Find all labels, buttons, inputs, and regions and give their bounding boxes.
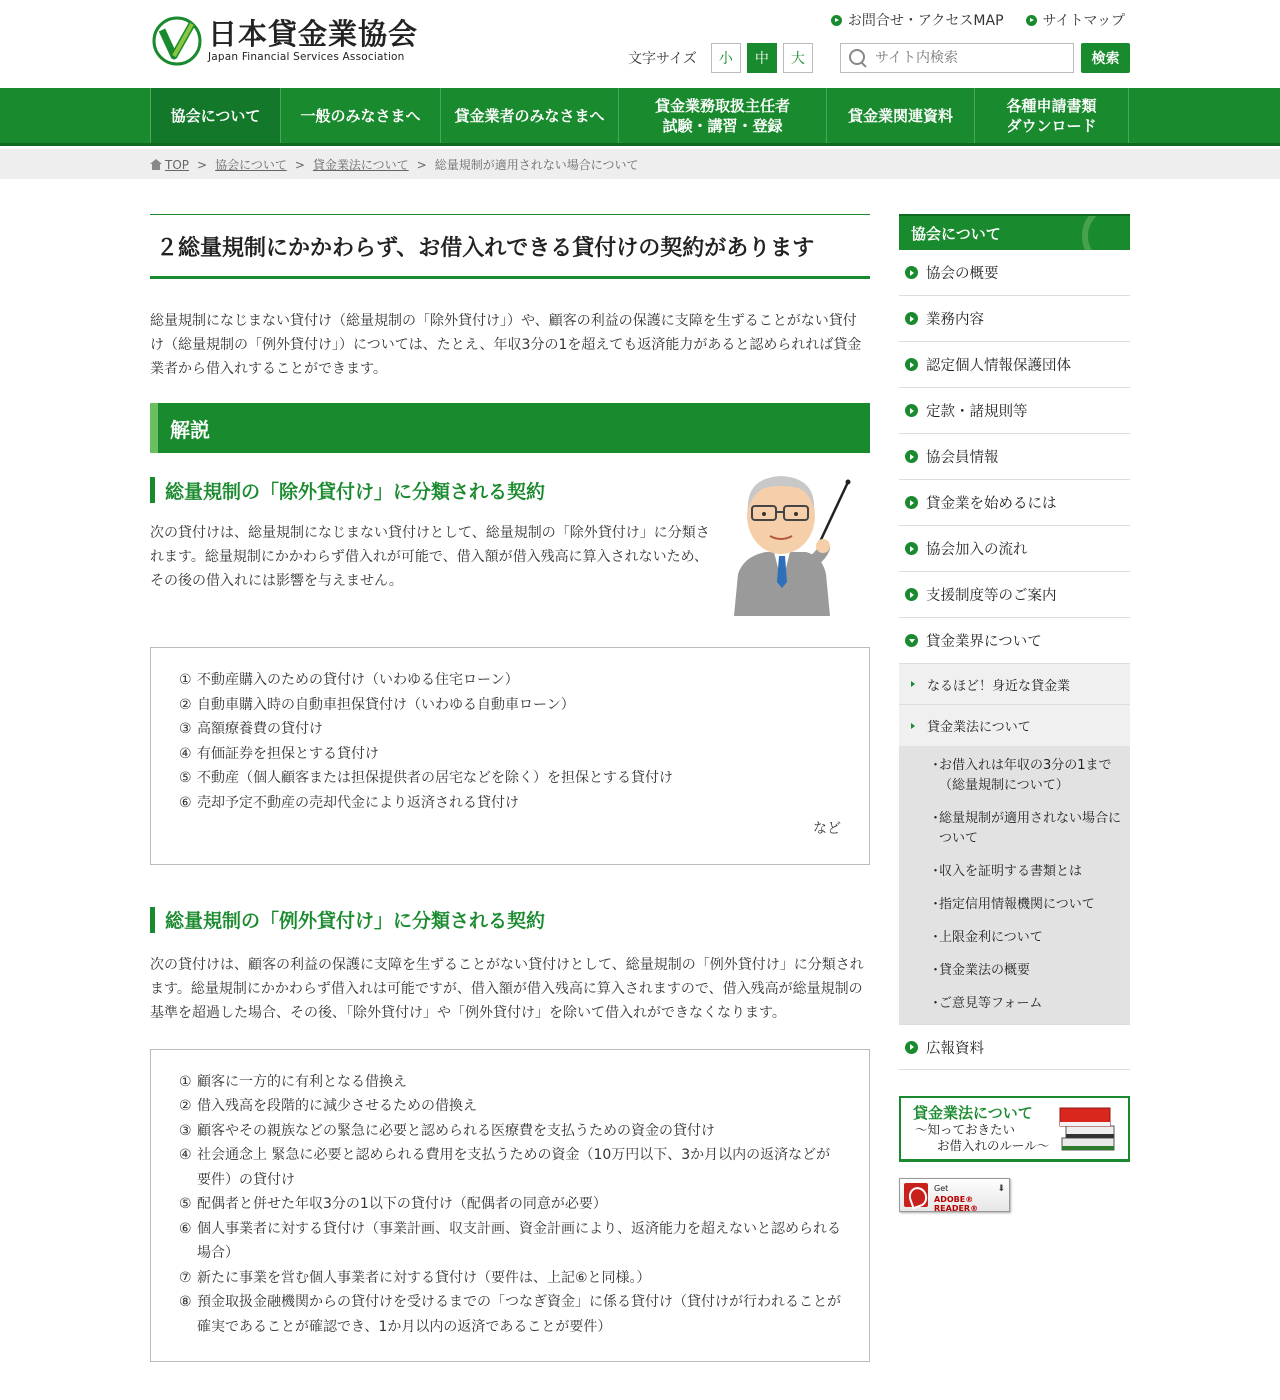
list-number: ① <box>179 672 192 688</box>
list-number: ③ <box>179 721 192 737</box>
banner-line3: お借入れのルール～ <box>937 1138 1050 1153</box>
sidebar-subsubitem[interactable]: ・ お借入れは年収の3分の1まで（総量規制について） <box>899 756 1130 796</box>
list-text: 個人事業者に対する貸付け（事業計画、収支計画、資金計画により、返済能力を超えないと認められる場合） <box>197 1220 841 1261</box>
sidebar-item[interactable] <box>899 480 1130 526</box>
list-number: ⑥ <box>179 1220 192 1237</box>
law-banner[interactable] <box>899 1096 1130 1162</box>
sidebar-item-label: 協会の概要 <box>926 266 999 282</box>
list-number: ⑤ <box>179 770 192 786</box>
banner-title: 貸金業法について <box>913 1104 1033 1122</box>
arrow-circle-icon <box>1026 15 1037 26</box>
list-text: 高額療養費の貸付け <box>197 721 323 737</box>
list-number: ② <box>179 1098 192 1114</box>
breadcrumb-current: 総量規制が適用されない場合について <box>434 158 639 172</box>
list-text: 顧客に一方的に有利となる借換え <box>197 1073 407 1090</box>
font-medium-button[interactable]: 中 <box>747 43 777 73</box>
sidebar-subsubitem-label: 指定信用情報機関について <box>939 897 1095 912</box>
contact-access-label: お問合せ・アクセスMAP <box>847 13 1004 29</box>
font-size-control <box>628 43 819 73</box>
sidebar-subsubmenu <box>899 746 1130 1024</box>
sidebar-item-label: 定款・諸規則等 <box>926 404 1028 420</box>
sidebar-subsubitem[interactable]: ・ 貸金業法の概要 <box>899 961 1130 981</box>
nav-materials[interactable] <box>826 88 974 143</box>
sidebar-item-label: 支援制度等のご案内 <box>926 588 1057 604</box>
sidebar-item[interactable] <box>899 296 1130 342</box>
exclusion-heading: 総量規制の「除外貸付け」に分類される契約 <box>150 477 870 503</box>
font-large-button[interactable]: 大 <box>783 43 813 73</box>
arrow-circle-icon <box>831 15 842 26</box>
sidebar-item-label: 広報資料 <box>926 1040 984 1057</box>
list-item <box>179 791 841 816</box>
section-heading: 解説 <box>150 403 870 453</box>
sidebar <box>899 214 1130 1212</box>
exception-list-box <box>150 1049 870 1363</box>
list-item <box>179 1119 841 1144</box>
list-number: ⑤ <box>179 1196 192 1212</box>
sidebar-heading[interactable]: 協会について <box>899 214 1130 250</box>
breadcrumb-top[interactable]: TOP <box>165 157 190 172</box>
site-logo[interactable] <box>152 16 418 66</box>
nav-business[interactable] <box>440 88 618 143</box>
logo-title: 日本貸金業協会 <box>208 17 419 51</box>
header <box>0 0 1280 88</box>
sidebar-item[interactable] <box>899 342 1130 388</box>
sidebar-subsubitem-current[interactable]: ・ 総量規制が適用されない場合について <box>899 809 1130 849</box>
list-text: 借入残高を段階的に減少させるための借換え <box>197 1098 477 1114</box>
sidebar-subsubitem-label: 貸金業法の概要 <box>939 963 1031 978</box>
logo-mark-icon <box>152 16 202 66</box>
triangle-right-icon <box>911 723 915 729</box>
sidebar-subsubitem-label: 収入を証明する書類とは <box>939 864 1083 879</box>
list-item <box>179 766 841 791</box>
list-item <box>179 1217 841 1266</box>
sidebar-subsubitem[interactable]: ・ ご意見等フォーム <box>899 994 1130 1014</box>
list-item <box>179 1070 841 1095</box>
arrow-down-circle-icon <box>905 634 918 647</box>
list-number: ① <box>179 1073 192 1090</box>
list-number: ⑥ <box>179 794 192 811</box>
teacher-illustration <box>726 464 856 616</box>
list-number: ⑦ <box>179 1269 192 1286</box>
nav-about-label: 協会について <box>170 106 261 125</box>
sidebar-item[interactable] <box>899 526 1130 572</box>
nav-download-label-2: ダウンロード <box>1006 116 1097 135</box>
search-input[interactable] <box>875 50 1065 66</box>
sidebar-item[interactable] <box>899 572 1130 618</box>
list-number: ④ <box>179 1147 192 1163</box>
breadcrumb-law[interactable]: 貸金業法について <box>312 158 409 172</box>
arrow-circle-icon <box>905 496 918 509</box>
list-item <box>179 1266 841 1291</box>
list-item <box>179 668 841 693</box>
search-icon <box>849 49 867 67</box>
sidebar-item[interactable] <box>899 434 1130 480</box>
nav-exam-label-2: 試験・講習・登録 <box>662 116 783 135</box>
exception-heading: 総量規制の「例外貸付け」に分類される契約 <box>150 907 870 933</box>
exception-text: 次の貸付けは、顧客の利益の保護に支障を生ずることがない貸付けとして、総量規制の「例外貸付け」に分類されます。総量規制にかかわらず借入れは可能ですが、借入額が借入残高に算入されますので、借入残高が総量規制の基準を超過した場合、その後、「除外貸付け」や「例外貸付け」を除いて借入れができなくなります。 <box>150 956 864 1021</box>
list-text: 不動産（個人顧客または担保提供者の居宅などを除く）を担保とする貸付け <box>197 770 673 786</box>
list-number: ② <box>179 696 192 713</box>
banner-line2: ～知っておきたい <box>915 1122 1016 1137</box>
triangle-right-icon <box>911 681 915 687</box>
nav-download-label-1: 各種申請書類 <box>1006 96 1097 115</box>
arrow-circle-icon <box>905 542 918 555</box>
list-text: 自動車購入時の自動車担保貸付け（いわゆる自動車ローン） <box>197 696 575 713</box>
search-button[interactable]: 検索 <box>1081 43 1130 73</box>
list-etc: など <box>813 821 841 837</box>
list-item <box>179 717 841 742</box>
list-item <box>179 1143 841 1192</box>
global-nav <box>0 88 1280 146</box>
sidebar-subsubitem[interactable]: ・ 指定信用情報機関について <box>899 895 1130 915</box>
nav-exam-label-1: 貸金業務取扱主任者 <box>654 96 790 115</box>
sidebar-item-label: 貸金業界について <box>926 634 1042 650</box>
list-text: 社会通念上 緊急に必要と認められる費用を支払うための資金（10万円以下、3か月以内の返済などが要件）の貸付け <box>197 1147 831 1188</box>
pdf-icon <box>904 1183 928 1207</box>
breadcrumb-separator: > <box>294 157 305 172</box>
nav-general-label: 一般のみなさまへ <box>300 106 421 125</box>
sidebar-item-expanded[interactable] <box>899 618 1130 664</box>
sidebar-subsubitem-label: お借入れは年収の3分の1まで（総量規制について） <box>939 758 1112 793</box>
download-arrow-icon: ⬇ <box>997 1184 1005 1194</box>
adobe-reader-banner[interactable] <box>899 1178 1010 1212</box>
sidebar-item-label: 貸金業を始めるには <box>926 496 1057 512</box>
list-number: ③ <box>179 1122 192 1139</box>
sidebar-subsubitem-label: 上限金利について <box>939 930 1043 945</box>
sidebar-item[interactable] <box>899 250 1130 296</box>
list-text: 預金取扱金融機関からの貸付けを受けるまでの「つなぎ資金」に係る貸付け（貸付けが行われることが確実であることが確認でき、1か月以内の返済であることが要件） <box>197 1294 841 1335</box>
arrow-circle-icon <box>905 266 918 279</box>
sidebar-item[interactable] <box>899 388 1130 434</box>
adobe-reader-label: ADOBE® READER® <box>934 1195 979 1213</box>
page-title: ２総量規制にかかわらず、お借入れできる貸付けの契約があります <box>150 214 870 279</box>
list-number: ④ <box>179 745 192 762</box>
arrow-circle-icon <box>905 450 918 463</box>
logo-subtitle: Japan Financial Services Association <box>208 51 405 63</box>
home-icon <box>150 159 162 170</box>
exclusion-list-box <box>150 647 870 865</box>
breadcrumb <box>0 149 1280 179</box>
font-small-button[interactable]: 小 <box>711 43 741 73</box>
nav-general[interactable] <box>280 88 440 143</box>
breadcrumb-separator: > <box>197 157 208 172</box>
nav-download[interactable] <box>974 88 1129 143</box>
contact-access-link[interactable] <box>831 10 1004 30</box>
sidebar-item-label: 業務内容 <box>926 312 984 328</box>
sidebar-item[interactable] <box>899 1024 1130 1070</box>
arrow-circle-icon <box>905 404 918 417</box>
search-box <box>840 43 1074 73</box>
sidebar-subitem-label: なるほど！身近な貸金業 <box>927 678 1071 694</box>
adobe-get-label: Get <box>934 1184 949 1193</box>
sidebar-subitem-label: 貸金業法について <box>927 720 1031 735</box>
sidebar-subsubitem-label: ご意見等フォーム <box>939 996 1043 1011</box>
sidebar-subsubitem[interactable]: ・ 上限金利について <box>899 928 1130 948</box>
arrow-circle-icon <box>905 312 918 325</box>
list-text: 不動産購入のための貸付け（いわゆる住宅ローン） <box>197 672 519 688</box>
nav-materials-label: 貸金業関連資料 <box>847 106 953 125</box>
sitemap-label: サイトマップ <box>1042 13 1125 29</box>
list-text: 売却予定不動産の売却代金により返済される貸付け <box>197 794 519 811</box>
list-item <box>179 693 841 718</box>
list-number: ⑧ <box>179 1294 192 1310</box>
sidebar-subitem[interactable] <box>899 664 1130 705</box>
exclusion-text: 次の貸付けは、総量規制になじまない貸付けとして、総量規制の「除外貸付け」に分類されます。総量規制にかかわらず借入れが可能で、借入額が借入残高に算入されないため、その後の借入れには影響を与えません。 <box>150 525 710 589</box>
list-text: 有価証券を担保とする貸付け <box>197 745 379 762</box>
font-size-label: 文字サイズ <box>628 51 697 67</box>
list-item <box>179 1290 841 1339</box>
sitemap-link[interactable] <box>1026 10 1125 30</box>
breadcrumb-about[interactable]: 協会について <box>215 158 287 172</box>
list-item <box>179 1094 841 1119</box>
sidebar-subsubitem-label: 総量規制が適用されない場合について <box>939 811 1122 846</box>
list-item <box>179 742 841 767</box>
nav-about[interactable] <box>150 88 280 143</box>
arrow-circle-icon <box>905 358 918 371</box>
breadcrumb-separator: > <box>416 157 427 172</box>
list-text: 配偶者と併せた年収3分の1以下の貸付け（配偶者の同意が必要） <box>197 1196 607 1212</box>
books-icon <box>1058 1102 1118 1156</box>
lead-text: 総量規制になじまない貸付け（総量規制の「除外貸付け」）や、顧客の利益の保護に支障を生ずることがない貸付け（総量規制の「例外貸付け」）については、たとえ、年収3分の1を超えても返済能力があると認められれば貸金業者から借入れすることができます。 <box>150 313 862 377</box>
sidebar-item-label: 協会員情報 <box>926 450 999 466</box>
sidebar-subsubitem[interactable]: ・ 収入を証明する書類とは <box>899 862 1130 882</box>
list-text: 顧客やその親族などの緊急に必要と認められる医療費を支払うための資金の貸付け <box>197 1122 715 1139</box>
nav-business-label: 貸金業者のみなさまへ <box>454 106 605 125</box>
list-item <box>179 1192 841 1217</box>
sidebar-subitem[interactable] <box>899 705 1130 746</box>
utility-links <box>831 10 1125 30</box>
main-content <box>150 214 870 1362</box>
nav-exam[interactable] <box>618 88 826 143</box>
sidebar-item-label: 協会加入の流れ <box>926 542 1028 558</box>
list-text: 新たに事業を営む個人事業者に対する貸付け（要件は、上記⑥と同様。） <box>197 1269 651 1286</box>
sidebar-item-label: 認定個人情報保護団体 <box>926 358 1071 374</box>
arrow-circle-icon <box>905 588 918 601</box>
arrow-circle-icon <box>905 1041 918 1054</box>
